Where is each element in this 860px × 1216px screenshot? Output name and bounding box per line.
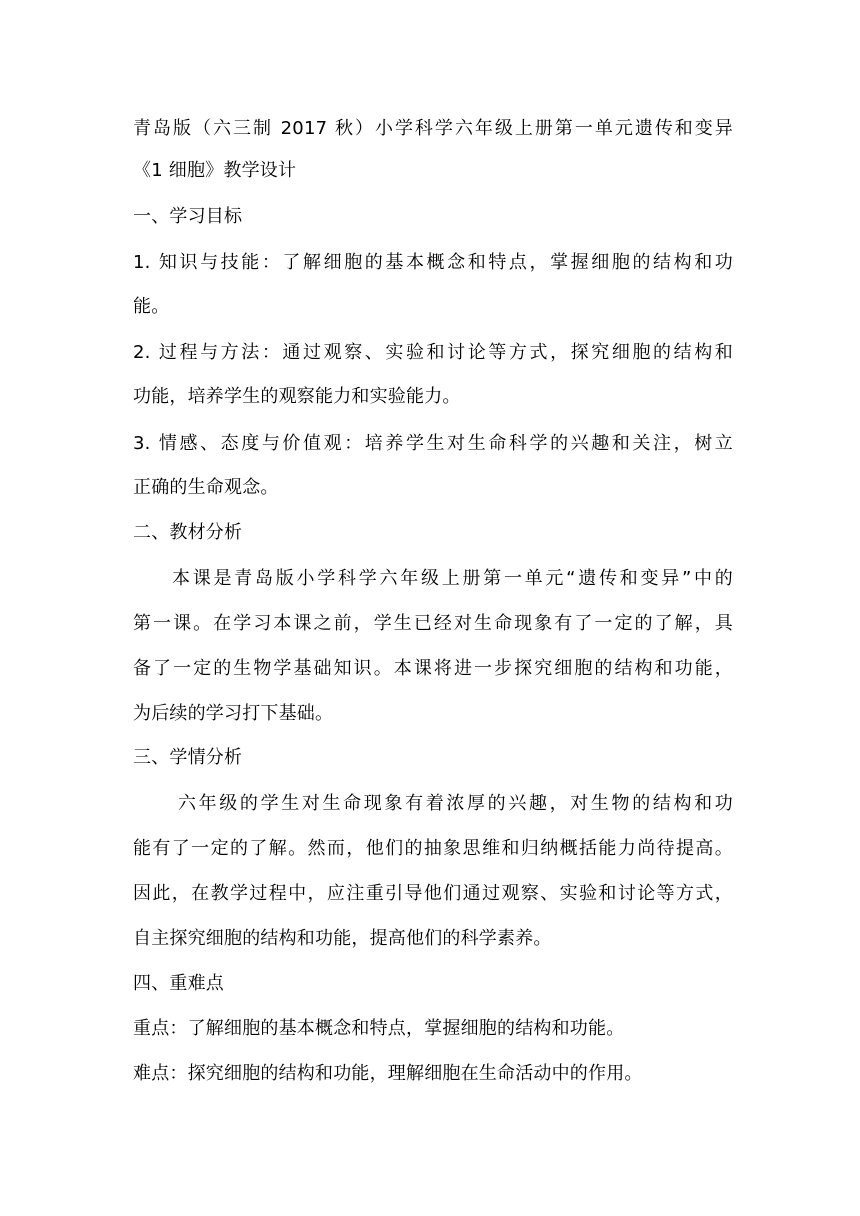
material-paragraph-line-1: 本课是青岛版小学科学六年级上册第一单元“遗传和变异”中的 (172, 568, 733, 589)
objective-item-2-line-2: 功能，培养学生的观察能力和实验能力。 (133, 386, 461, 407)
section-heading-key-points: 四、重难点 (133, 973, 224, 994)
students-paragraph-line-1: 六年级的学生对生命现象有着浓厚的兴趣，对生物的结构和功 (178, 793, 733, 814)
students-paragraph-line-3: 因此，在教学过程中，应注重引导他们通过观察、实验和讨论等方式， (133, 883, 733, 904)
material-paragraph-line-2: 第一课。在学习本课之前，学生已经对生命现象有了一定的了解，具 (133, 613, 733, 634)
section-heading-objectives: 一、学习目标 (133, 206, 243, 227)
document-title-line-2: 《1 细胞》教学设计 (133, 160, 297, 181)
objective-item-3-line-2: 正确的生命观念。 (133, 477, 279, 498)
key-point-text: 重点：了解细胞的基本概念和特点，掌握细胞的结构和功能。 (133, 1018, 625, 1039)
material-paragraph-line-3: 备了一定的生物学基础知识。本课将进一步探究细胞的结构和功能， (133, 658, 733, 679)
document-title-line-1: 青岛版（六三制 2017 秋）小学科学六年级上册第一单元遗传和变异 (133, 118, 733, 139)
difficult-point-text: 难点：探究细胞的结构和功能，理解细胞在生命活动中的作用。 (133, 1063, 643, 1084)
objective-item-1-line-2: 能。 (133, 296, 170, 317)
objective-item-1-line-1: 1. 知识与技能：了解细胞的基本概念和特点，掌握细胞的结构和功 (133, 252, 733, 273)
material-paragraph-line-4: 为后续的学习打下基础。 (133, 703, 334, 724)
objective-item-2-line-1: 2. 过程与方法：通过观察、实验和讨论等方式，探究细胞的结构和 (133, 342, 733, 363)
students-paragraph-line-2: 能有了一定的了解。然而，他们的抽象思维和归纳概括能力尚待提高。 (133, 838, 733, 859)
section-heading-students: 三、学情分析 (133, 747, 243, 768)
objective-item-3-line-1: 3. 情感、态度与价值观：培养学生对生命科学的兴趣和关注，树立 (133, 433, 733, 454)
section-heading-material: 二、教材分析 (133, 522, 243, 543)
students-paragraph-line-4: 自主探究细胞的结构和功能，提高他们的科学素养。 (133, 928, 552, 949)
